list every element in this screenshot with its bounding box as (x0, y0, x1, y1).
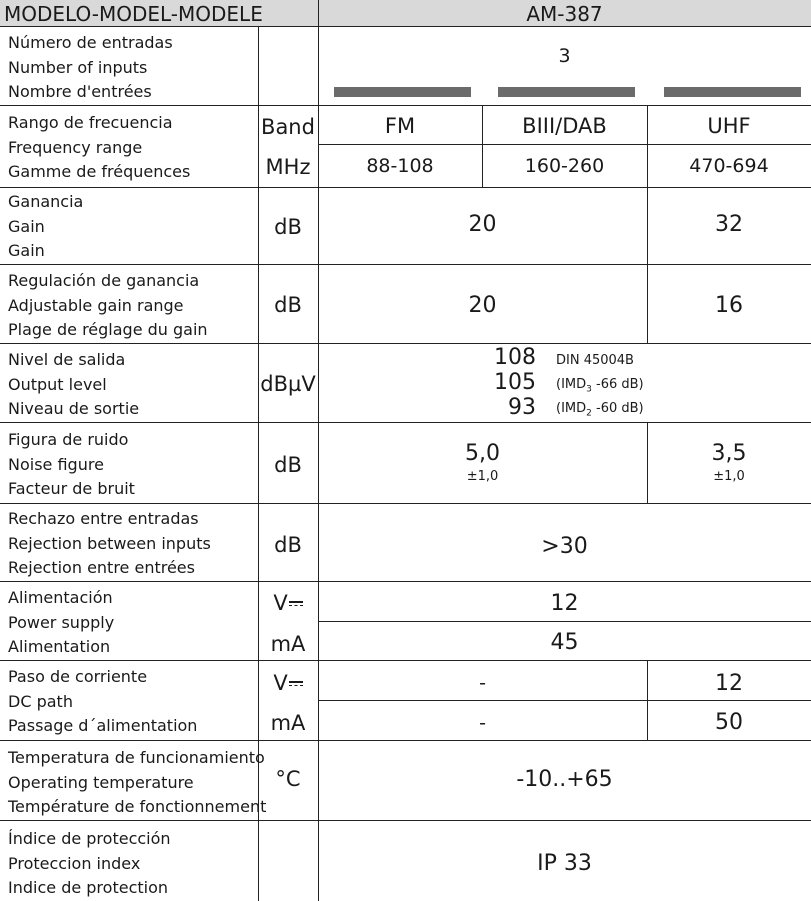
range-fm: 88-108 (366, 155, 434, 177)
gain-uhf: 32 (715, 212, 743, 237)
gain-unit: dB (274, 215, 302, 239)
frequency-label-es: Rango de frecuencia (8, 113, 173, 132)
dcpath-label-en: DC path (8, 691, 73, 711)
frequency-label-fr: Gamme de fréquences (8, 162, 191, 181)
inputs-label-fr: Nombre d'entrées (8, 82, 152, 101)
rejection-unit: dB (274, 533, 302, 557)
temperature-label-es: Temperatura de funcionamiento (8, 748, 265, 767)
output-label-en: Output level (8, 374, 107, 394)
noise-fm-dab-tolerance: ±1,0 (466, 469, 499, 484)
power-label-fr: Alimentation (8, 637, 111, 656)
model-label: MODELO-MODEL-MODELE (4, 2, 263, 26)
temperature-value: -10..+65 (516, 767, 613, 792)
rejection-value: >30 (541, 534, 588, 559)
gain-label-es: Ganancia (8, 192, 84, 211)
protection-labels (8, 827, 171, 901)
dcpath-label-es: Paso de corriente (8, 667, 148, 686)
range-dab: 160-260 (524, 155, 605, 177)
power-unit-ma: mA (270, 632, 306, 656)
range-uhf: 470-694 (689, 155, 769, 177)
frequency-unit-band: Band (261, 115, 315, 139)
noise-label-es: Figura de ruido (8, 430, 129, 449)
noise-label-fr: Facteur de bruit (8, 479, 135, 498)
gain-labels (8, 190, 83, 264)
rejection-label-es: Rechazo entre entradas (8, 509, 199, 528)
gain-label-fr: Gain (8, 241, 45, 260)
noise-unit: dB (274, 453, 302, 477)
frequency-unit-mhz: MHz (265, 155, 311, 179)
protection-value: IP 33 (537, 851, 592, 876)
gain-adj-label-fr: Plage de réglage du gain (8, 320, 208, 339)
power-voltage: 12 (550, 591, 579, 616)
power-labels (8, 586, 114, 660)
output-note-din: DIN 45004B (556, 353, 634, 368)
inputs-labels (8, 31, 173, 105)
model-value: AM-387 (526, 2, 603, 26)
temperature-unit: °C (275, 767, 301, 791)
input-bar-fm (334, 87, 471, 97)
dc-symbol-icon (289, 679, 303, 689)
input-bar-dab (498, 87, 635, 97)
dcpath-fm-dab-current: - (479, 712, 486, 734)
band-dab: BIII/DAB (522, 114, 607, 138)
output-label-es: Nivel de salida (8, 350, 126, 369)
gain-adj-fm-dab: 20 (468, 293, 497, 318)
protection-label-fr: Indice de protection (8, 878, 169, 897)
protection-label-es: Índice de protección (8, 829, 171, 848)
power-unit-v: V (258, 591, 318, 615)
output-note-imd2: ($IMD_2$ -60 dB) (556, 401, 644, 419)
temperature-label-en: Operating temperature (8, 772, 194, 792)
inputs-value: 3 (558, 45, 571, 67)
output-label-fr: Niveau de sortie (8, 399, 140, 418)
input-bar-uhf (664, 87, 801, 97)
power-current: 45 (550, 630, 579, 655)
dcpath-unit-v: V (258, 671, 318, 695)
power-label-en: Power supply (8, 612, 115, 632)
output-value-imd2: 93 (508, 395, 536, 420)
rejection-label-fr: Rejection entre entrées (8, 558, 195, 577)
band-fm: FM (384, 114, 416, 138)
temperature-label-fr: Température de fonctionnement (8, 797, 267, 816)
gain-adj-label-es: Regulación de ganancia (8, 271, 200, 290)
band-uhf: UHF (707, 114, 751, 138)
inputs-label-en: Number of inputs (8, 57, 148, 77)
gain-fm-dab: 20 (468, 212, 497, 237)
power-label-es: Alimentación (8, 588, 113, 607)
protection-label-en: Proteccion index (8, 853, 141, 873)
noise-fm-dab: 5,0 (465, 441, 500, 466)
gain-adj-uhf: 16 (715, 293, 743, 318)
output-labels (8, 348, 139, 422)
noise-label-en: Noise figure (8, 454, 104, 474)
gain-adj-label-en: Adjustable gain range (8, 295, 184, 315)
output-value-imd3: 105 (494, 370, 536, 395)
output-unit: dBµV (260, 372, 316, 396)
output-note-imd3: ($IMD_3$ -66 dB) (556, 377, 644, 395)
dcpath-unit-ma: mA (270, 711, 306, 735)
noise-uhf: 3,5 (711, 441, 747, 466)
output-value-din: 108 (494, 345, 536, 370)
dcpath-fm-dab-voltage: - (479, 672, 486, 694)
gain-label-en: Gain (8, 216, 45, 236)
rejection-labels (8, 507, 211, 581)
frequency-label-en: Frequency range (8, 137, 143, 157)
frequency-labels (8, 111, 190, 185)
gain-adj-unit: dB (274, 293, 302, 317)
dc-symbol-icon (289, 599, 303, 609)
inputs-label-es: Número de entradas (8, 33, 173, 52)
dcpath-labels (8, 665, 197, 739)
dcpath-label-fr: Passage d´alimentation (8, 716, 198, 735)
noise-labels (8, 428, 135, 502)
rejection-label-en: Rejection between inputs (8, 533, 211, 553)
temperature-labels (8, 746, 266, 820)
gain-adj-labels (8, 269, 208, 343)
dcpath-uhf-current: 50 (715, 710, 743, 735)
dcpath-uhf-voltage: 12 (715, 671, 743, 696)
noise-uhf-tolerance: ±1,0 (713, 469, 745, 484)
